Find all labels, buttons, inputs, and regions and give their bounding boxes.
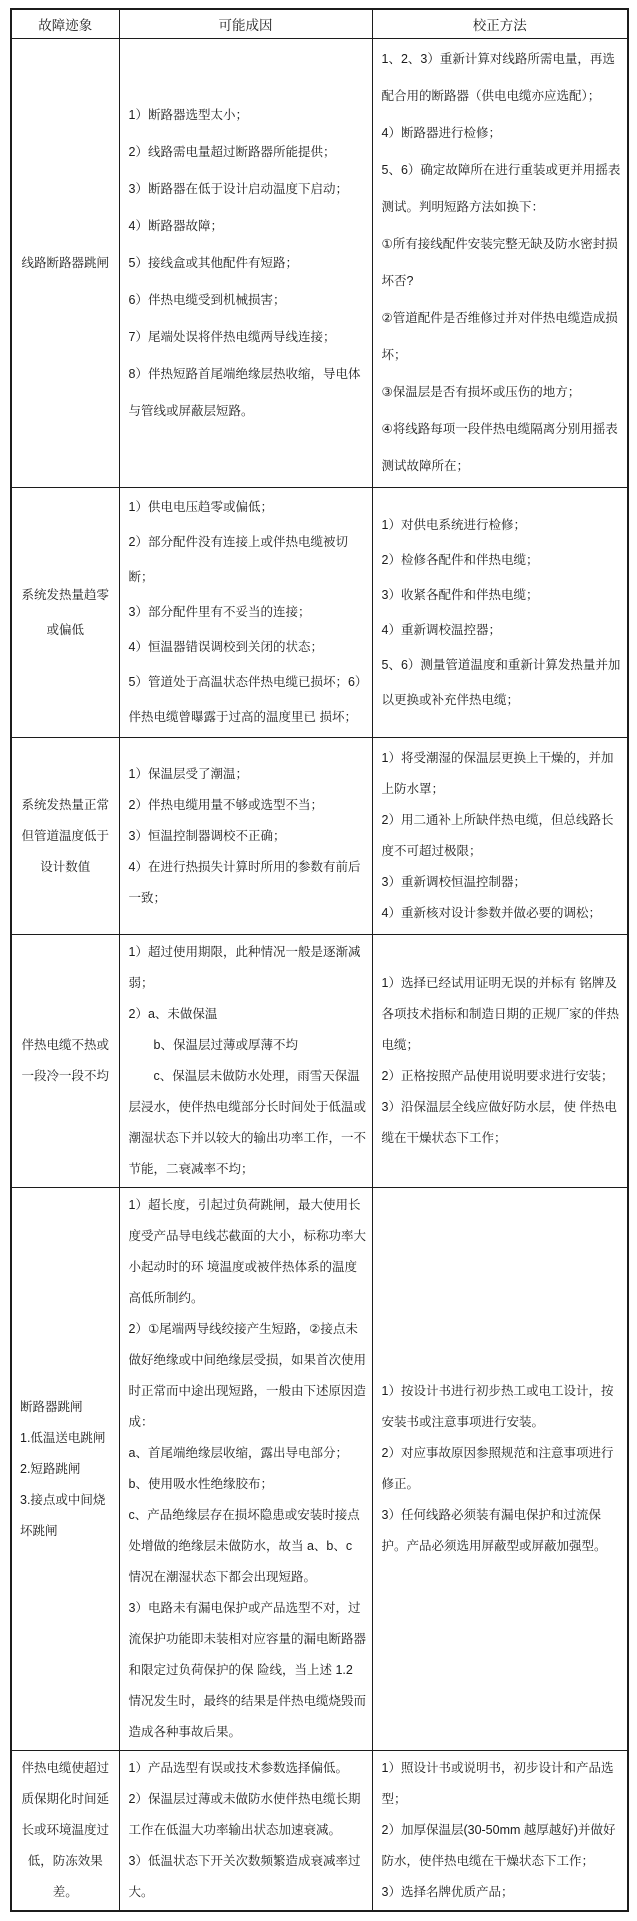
col-header-correction: 校正方法	[372, 9, 628, 39]
correction-item: 5、6）确定故障所在进行重装或更并用摇表测试。判明短路方法如换下：	[381, 163, 621, 214]
col-header-symptom: 故障迹象	[11, 9, 119, 39]
cause-item: c、保温层未做防水处理，雨雪天保温层浸水，使伴热电缆部分长时间处于低温或潮湿状态下并以较大的输出功率工作，一不节能，二衰减率不均；	[128, 1069, 367, 1176]
symptom-text: 线路断路器跳闸	[21, 255, 109, 270]
cause-item: 2）线路需电量超过断路器所能提供；	[128, 144, 336, 159]
cause-item: 2）部分配件没有连接上或伴热电缆被切断；	[128, 535, 348, 584]
correction-item: ①所有接线配件安装完整无缺及防水密封损坏否?	[381, 237, 618, 288]
correction-item: 5、6）测量管道温度和重新计算发热量并加以更换或补充伴热电缆；	[381, 657, 621, 707]
symptom-cell	[11, 488, 119, 738]
cause-item: a、首尾端绝缘层收缩，露出导电部分；	[128, 1446, 348, 1460]
correction-item: 1）选择已经试用证明无误的并标有 铭牌及各项技术指标和制造日期的正规厂家的伴热电缆；	[381, 976, 620, 1052]
correction-item: 2）检修各配件和伴热电缆；	[381, 552, 539, 567]
corrections-cell	[372, 1188, 628, 1751]
correction-item: ④将线路每项一段伴热电缆隔离分别用摇表测试故障所在；	[381, 422, 618, 473]
cause-item: c、产品绝缘层存在损坏隐患或安装时接点处增做的绝缘层未做防水，故当 a、b、c 情况在潮湿状态下都会出现短路。	[128, 1508, 360, 1584]
cause-item: 3）部分配件里有不妥当的连接；	[128, 605, 311, 619]
symptom-cell	[11, 738, 119, 935]
correction-item: 3）任何线路必须装有漏电保护和过流保护。产品必须选用屏蔽型或屏蔽加强型。	[381, 1508, 607, 1553]
causes-cell	[119, 935, 372, 1188]
symptom-cell	[11, 39, 119, 488]
cause-item: 5）接线盒或其他配件有短路；	[128, 255, 298, 270]
correction-item: 4）重新调校温控器；	[381, 622, 501, 637]
col-header-cause: 可能成因	[119, 9, 372, 39]
symptom-text: 伴热电缆使超过质保期化时间延长或环境温度过低，防冻效果差。	[21, 1761, 109, 1899]
cause-item: 2）①尾端两导线绞接产生短路，②接点未做好绝缘或中间绝缘层受损，如果首次使用时正常而中途出现短路，一般由下述原因造成：	[128, 1322, 367, 1429]
correction-item: ②管道配件是否维修过并对伴热电缆造成损坏；	[381, 311, 618, 362]
correction-item: ③保温层是否有损坏或压伤的地方；	[381, 385, 581, 399]
corrections-cell	[372, 39, 628, 488]
cause-item: 2）a、未做保温	[128, 1007, 218, 1021]
table-row	[11, 39, 628, 488]
correction-item: 1、2、3）重新计算对线路所需电量，再选配合用的断路器（供电电缆亦应选配）；	[381, 52, 615, 103]
correction-item: 3）重新调校恒温控制器；	[381, 875, 526, 889]
symptom-text: 系统发热量趋零或偏低	[21, 587, 109, 637]
correction-item: 1）按设计书进行初步热工或电工设计，按安装书或注意事项进行安装。	[381, 1384, 614, 1429]
cause-item: 1）保温层受了潮温；	[128, 766, 248, 781]
symptom-cell	[11, 1751, 119, 1912]
fault-table	[10, 8, 629, 1912]
table-row	[11, 488, 628, 738]
symptom-cell	[11, 935, 119, 1188]
cause-item: 4）在进行热损失计算时所用的参数有前后一致；	[128, 859, 361, 905]
correction-item: 1）对供电系统进行检修；	[381, 517, 526, 532]
correction-item: 1）将受潮湿的保温层更换上干燥的，并加上防水罩；	[381, 751, 614, 796]
table-row	[11, 738, 628, 935]
table-row	[11, 1751, 628, 1912]
cause-item: 4）断路器故障；	[128, 218, 223, 233]
symptom-cell	[11, 1188, 119, 1751]
causes-cell	[119, 39, 372, 488]
cause-item: 1）供电电压趋零或偏低；	[128, 500, 273, 514]
symptom-line: 1.低温送电跳闸	[20, 1430, 106, 1445]
causes-cell	[119, 488, 372, 738]
causes-cell	[119, 1751, 372, 1912]
correction-item: 2）加厚保温层(30-50mm 越厚越好)并做好防水，使伴热电缆在干燥状态下工作；	[381, 1823, 616, 1868]
corrections-cell	[372, 935, 628, 1188]
correction-item: 2）对应事故原因参照规范和注意事项进行修正。	[381, 1446, 614, 1491]
cause-item: 2）伴热电缆用量不够或选型不当；	[128, 797, 323, 812]
cause-item: 3）电路未有漏电保护或产品选型不对，过流保护功能即未装相对应容量的漏电断路器和限定过负荷保护的保 险线，当上述 1.2 情况发生时，最终的结果是伴热电缆烧毁而造成各种事故后果。	[128, 1601, 367, 1739]
cause-item: 8）伴热短路首尾端绝缘层热收缩，导电体与管线或屏蔽层短路。	[128, 366, 361, 418]
symptom-line: 3.接点或中间烧坏跳闸	[20, 1492, 106, 1538]
causes-cell	[119, 738, 372, 935]
cause-item: 3）恒温控制器调校不正确；	[128, 828, 286, 843]
correction-item: 1）照设计书或说明书，初步设计和产品选型；	[381, 1761, 614, 1806]
cause-item: 1）超长度，引起过负荷跳闸，最大使用长度受产品导电线芯截面的大小，标称功率大小起动时的环 境温度或被伴热体系的温度高低所制约。	[128, 1198, 367, 1305]
corrections-cell	[372, 1751, 628, 1912]
cause-item: 2）保温层过薄或未做防水使伴热电缆长期工作在低温大功率输出状态加速衰减。	[128, 1792, 361, 1837]
correction-item: 2）用二通补上所缺伴热电缆，但总线路长度不可超过极限；	[381, 813, 614, 858]
symptom-line: 断路器跳闸	[20, 1399, 83, 1414]
cause-item: 1）断路器选型太小；	[128, 107, 248, 122]
cause-item: 4）恒温器错误调校到关闭的状态；	[128, 640, 323, 654]
correction-item: 3）选择名牌优质产品；	[381, 1885, 514, 1899]
corrections-cell	[372, 738, 628, 935]
correction-item: 2）正格按照产品使用说明要求进行安装；	[381, 1069, 614, 1083]
corrections-cell	[372, 488, 628, 738]
symptom-line: 2.短路跳闸	[20, 1461, 81, 1476]
cause-item: 7）尾端处误将伴热电缆两导线连接；	[128, 329, 336, 344]
cause-item: 6）伴热电缆受到机械损害；	[128, 292, 286, 307]
cause-item: 1）超过使用期限，此种情况一般是逐渐减弱；	[128, 945, 361, 990]
symptom-text: 系统发热量正常但管道温度低于设计数值	[21, 797, 109, 874]
cause-item: 1）产品选型有误或技术参数选择偏低。	[128, 1761, 348, 1775]
correction-item: 3）沿保温层全线应做好防水层，使 伴热电缆在干燥状态下工作；	[381, 1100, 617, 1145]
correction-item: 4）断路器进行检修；	[381, 126, 501, 140]
cause-item: 3）断路器在低于设计启动温度下启动；	[128, 181, 348, 196]
cause-item: 5）管道处于高温状态伴热电缆已损坏；6）伴热电缆曾曝露于过高的温度里已 损坏；	[128, 675, 362, 724]
correction-item: 4）重新核对设计参数并做必要的调松；	[381, 906, 601, 920]
causes-cell	[119, 1188, 372, 1751]
table-row	[11, 1188, 628, 1751]
header-row	[11, 9, 628, 39]
correction-item: 3）收紧各配件和伴热电缆；	[381, 587, 539, 602]
symptom-text: 伴热电缆不热或一段冷一段不均	[21, 1038, 109, 1083]
table-row	[11, 935, 628, 1188]
cause-item: b、保温层过薄或厚薄不均	[153, 1038, 298, 1052]
cause-item: 3）低温状态下开关次数频繁造成衰减率过大。	[128, 1854, 361, 1899]
cause-item: b、使用吸水性绝缘胶布；	[128, 1477, 273, 1491]
